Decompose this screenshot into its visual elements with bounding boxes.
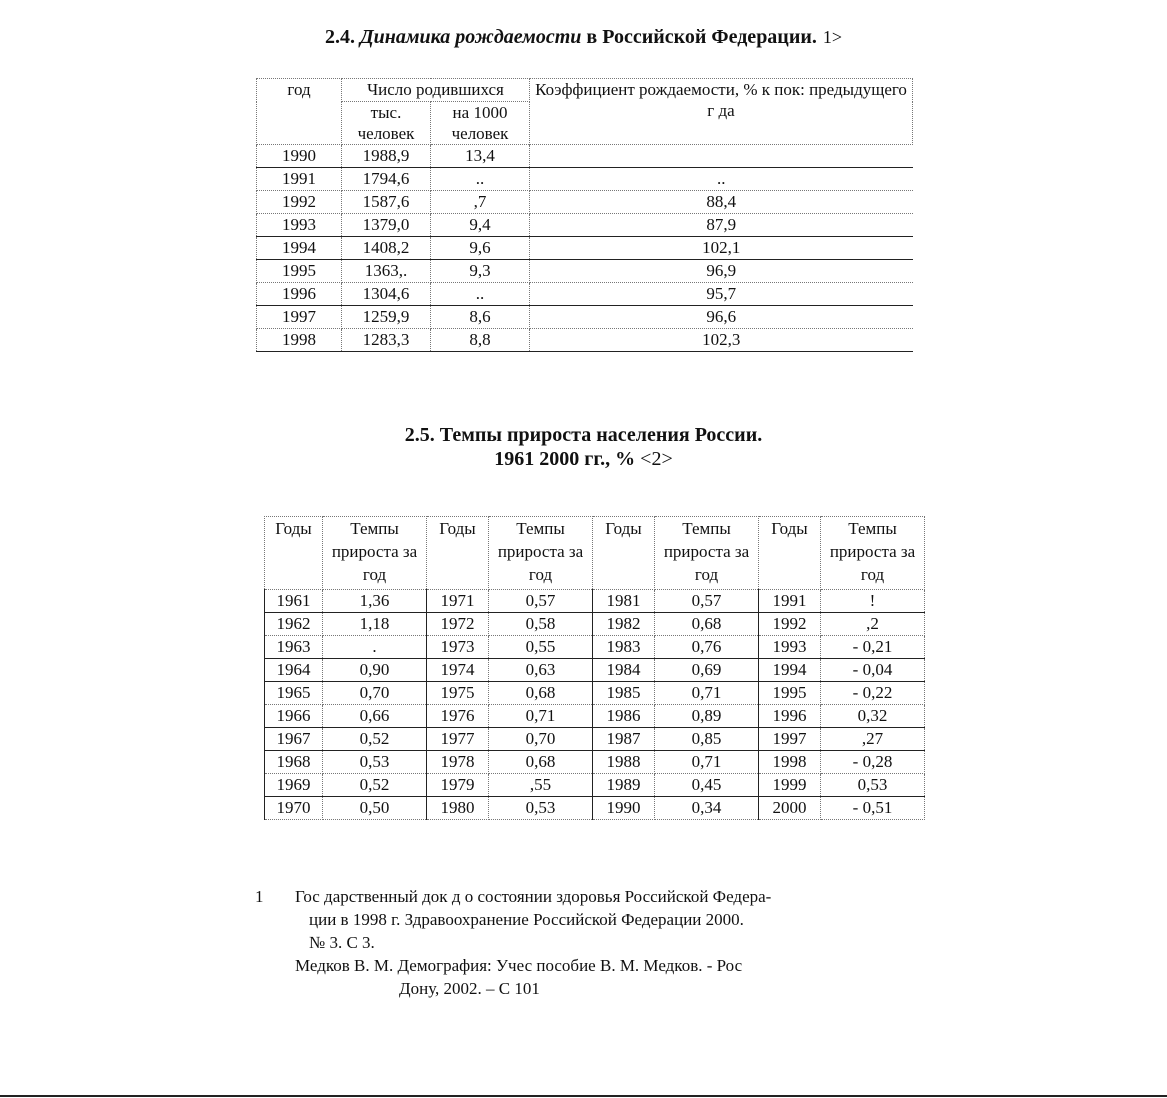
cell-year: 1991	[257, 168, 342, 191]
cell-rate-2: 0,70	[489, 728, 593, 751]
birth-rate-body	[257, 145, 913, 352]
cell-year-2: 1973	[427, 636, 489, 659]
cell-year-3: 1984	[593, 659, 655, 682]
cell-year-1: 1967	[265, 728, 323, 751]
cell-thousands: 1408,2	[342, 237, 431, 260]
table2-title-line1: 2.5. Темпы прироста населения России.	[404, 424, 763, 446]
cell-coef: 102,3	[530, 329, 913, 352]
cell-coef: ..	[530, 168, 913, 191]
cell-year-4: 1999	[759, 774, 821, 797]
cell-rate-4: 0,53	[821, 774, 925, 797]
cell-coef: 102,1	[530, 237, 913, 260]
cell-rate-2: 0,53	[489, 797, 593, 820]
cell-rate-4: ,27	[821, 728, 925, 751]
cell-rate-3: 0,71	[655, 682, 759, 705]
cell-thousands: 1259,9	[342, 306, 431, 329]
cell-year: 1990	[257, 145, 342, 168]
cell-coef	[530, 145, 913, 168]
footnote-1-line3: № 3. С 3.	[309, 933, 375, 952]
table-row	[265, 590, 925, 613]
cell-rate-3: 0,34	[655, 797, 759, 820]
cell-year-1: 1963	[265, 636, 323, 659]
cell-year-1: 1966	[265, 705, 323, 728]
cell-year-4: 1993	[759, 636, 821, 659]
cell-year-4: 1998	[759, 751, 821, 774]
cell-rate-2: ,55	[489, 774, 593, 797]
table-row	[265, 751, 925, 774]
cell-per1000: 8,6	[431, 306, 530, 329]
table1-title-ref: 1>	[822, 27, 843, 47]
cell-rate-3: 0,69	[655, 659, 759, 682]
cell-coef: 95,7	[530, 283, 913, 306]
table2-title	[0, 423, 1167, 471]
cell-rate-3: 0,57	[655, 590, 759, 613]
header-rate-3: Темпы прироста за год	[655, 517, 759, 590]
header-coef: Коэффициент рождаемости, % к пок: предыдущего г да	[530, 79, 913, 145]
cell-rate-3: 0,89	[655, 705, 759, 728]
cell-rate-2: 0,58	[489, 613, 593, 636]
cell-year-4: 1995	[759, 682, 821, 705]
header-years-1: Годы	[265, 517, 323, 590]
growth-rate-body	[265, 590, 925, 820]
header-rate-4: Темпы прироста за год	[821, 517, 925, 590]
cell-rate-1: 1,18	[323, 613, 427, 636]
table-row	[257, 168, 913, 191]
cell-year-4: 1997	[759, 728, 821, 751]
header-year: год	[257, 79, 342, 145]
cell-rate-1: 0,52	[323, 774, 427, 797]
cell-year-4: 1996	[759, 705, 821, 728]
cell-per1000: 9,6	[431, 237, 530, 260]
cell-year-4: 1994	[759, 659, 821, 682]
footnote-1-line2: ции в 1998 г. Здравоохранение Российской Федерации 2000.	[309, 910, 744, 929]
table-row	[257, 306, 913, 329]
cell-year-1: 1965	[265, 682, 323, 705]
page-bottom-rule	[0, 1095, 1167, 1097]
table1-title-number: 2.4.	[324, 26, 360, 48]
cell-rate-4: !	[821, 590, 925, 613]
cell-per1000: ,7	[431, 191, 530, 214]
cell-per1000: ..	[431, 283, 530, 306]
header-thousands: тыс. человек	[342, 102, 431, 145]
footnotes	[255, 885, 915, 1000]
cell-year-3: 1990	[593, 797, 655, 820]
cell-year-3: 1986	[593, 705, 655, 728]
table-row	[257, 237, 913, 260]
cell-rate-2: 0,68	[489, 682, 593, 705]
table2-title-ref: <2>	[640, 448, 673, 470]
table-row	[257, 145, 913, 168]
cell-per1000: 9,3	[431, 260, 530, 283]
cell-year-2: 1976	[427, 705, 489, 728]
cell-rate-2: 0,63	[489, 659, 593, 682]
cell-rate-2: 0,68	[489, 751, 593, 774]
cell-year: 1993	[257, 214, 342, 237]
cell-year-1: 1962	[265, 613, 323, 636]
cell-year-3: 1982	[593, 613, 655, 636]
cell-year-3: 1987	[593, 728, 655, 751]
cell-year-2: 1978	[427, 751, 489, 774]
cell-year: 1992	[257, 191, 342, 214]
cell-year-3: 1988	[593, 751, 655, 774]
cell-year-1: 1961	[265, 590, 323, 613]
cell-year-2: 1980	[427, 797, 489, 820]
footnote-1	[295, 885, 915, 954]
cell-year-3: 1985	[593, 682, 655, 705]
cell-rate-1: 0,52	[323, 728, 427, 751]
cell-year-2: 1977	[427, 728, 489, 751]
cell-thousands: 1283,3	[342, 329, 431, 352]
table1-title-rest: в Российской Федерации.	[581, 26, 817, 48]
cell-rate-1: 0,90	[323, 659, 427, 682]
table-row	[265, 613, 925, 636]
cell-rate-1: 0,53	[323, 751, 427, 774]
cell-thousands: 1988,9	[342, 145, 431, 168]
header-rate-1: Темпы прироста за год	[323, 517, 427, 590]
cell-rate-4: ,2	[821, 613, 925, 636]
table-row	[265, 682, 925, 705]
table-row	[265, 728, 925, 751]
cell-per1000: 8,8	[431, 329, 530, 352]
header-born: Число родившихся	[342, 79, 530, 102]
cell-year: 1994	[257, 237, 342, 260]
table-row	[265, 774, 925, 797]
growth-rate-table	[264, 516, 925, 820]
cell-year: 1995	[257, 260, 342, 283]
footnote-2	[295, 954, 915, 1000]
cell-year-1: 1964	[265, 659, 323, 682]
table-row	[257, 191, 913, 214]
cell-thousands: 1587,6	[342, 191, 431, 214]
cell-year-3: 1989	[593, 774, 655, 797]
table-row	[265, 659, 925, 682]
header-per1000: на 1000 человек	[431, 102, 530, 145]
cell-rate-4: - 0,28	[821, 751, 925, 774]
table2-title-line2: 1961 2000 гг., %	[494, 448, 636, 470]
cell-rate-2: 0,71	[489, 705, 593, 728]
cell-per1000: 9,4	[431, 214, 530, 237]
header-rate-2: Темпы прироста за год	[489, 517, 593, 590]
cell-year-2: 1972	[427, 613, 489, 636]
cell-year: 1996	[257, 283, 342, 306]
cell-year: 1998	[257, 329, 342, 352]
cell-rate-3: 0,71	[655, 751, 759, 774]
cell-rate-3: 0,68	[655, 613, 759, 636]
cell-year-2: 1975	[427, 682, 489, 705]
footnote-1-line1: Гос дарственный док д о состоянии здоровья Российской Федера-	[295, 887, 772, 906]
cell-per1000: 13,4	[431, 145, 530, 168]
table1-title-italic: Динамика рождаемости	[359, 26, 582, 48]
cell-rate-4: - 0,21	[821, 636, 925, 659]
cell-rate-2: 0,57	[489, 590, 593, 613]
cell-year-2: 1974	[427, 659, 489, 682]
cell-per1000: ..	[431, 168, 530, 191]
cell-thousands: 1794,6	[342, 168, 431, 191]
footnote-2-line2: Дону, 2002. – С 101	[399, 979, 540, 998]
cell-coef: 88,4	[530, 191, 913, 214]
cell-year-1: 1968	[265, 751, 323, 774]
cell-rate-3: 0,76	[655, 636, 759, 659]
cell-year-4: 2000	[759, 797, 821, 820]
cell-rate-4: 0,32	[821, 705, 925, 728]
cell-coef: 96,6	[530, 306, 913, 329]
table-row	[257, 214, 913, 237]
cell-thousands: 1363,.	[342, 260, 431, 283]
cell-year-1: 1970	[265, 797, 323, 820]
header-years-4: Годы	[759, 517, 821, 590]
cell-rate-1: 0,66	[323, 705, 427, 728]
cell-rate-1: 0,50	[323, 797, 427, 820]
birth-rate-table	[256, 78, 913, 352]
header-years-2: Годы	[427, 517, 489, 590]
cell-rate-4: - 0,22	[821, 682, 925, 705]
table-row	[257, 260, 913, 283]
cell-rate-3: 0,85	[655, 728, 759, 751]
cell-year-3: 1983	[593, 636, 655, 659]
cell-year-3: 1981	[593, 590, 655, 613]
cell-rate-4: - 0,51	[821, 797, 925, 820]
cell-year-2: 1971	[427, 590, 489, 613]
cell-year: 1997	[257, 306, 342, 329]
table-row	[265, 636, 925, 659]
cell-rate-1: .	[323, 636, 427, 659]
table-row	[257, 283, 913, 306]
cell-coef: 87,9	[530, 214, 913, 237]
cell-coef: 96,9	[530, 260, 913, 283]
table-row	[257, 329, 913, 352]
cell-rate-3: 0,45	[655, 774, 759, 797]
cell-rate-4: - 0,04	[821, 659, 925, 682]
cell-rate-1: 1,36	[323, 590, 427, 613]
table-row	[265, 705, 925, 728]
header-years-3: Годы	[593, 517, 655, 590]
footnote-2-line1: Медков В. М. Демография: Учес пособие В. М. Медков. - Рос	[295, 956, 743, 975]
cell-year-1: 1969	[265, 774, 323, 797]
table-row	[265, 797, 925, 820]
footnote-number: 1	[255, 887, 264, 906]
cell-rate-1: 0,70	[323, 682, 427, 705]
cell-year-4: 1992	[759, 613, 821, 636]
cell-thousands: 1379,0	[342, 214, 431, 237]
cell-rate-2: 0,55	[489, 636, 593, 659]
cell-thousands: 1304,6	[342, 283, 431, 306]
cell-year-2: 1979	[427, 774, 489, 797]
cell-year-4: 1991	[759, 590, 821, 613]
table1-title	[0, 26, 1167, 49]
